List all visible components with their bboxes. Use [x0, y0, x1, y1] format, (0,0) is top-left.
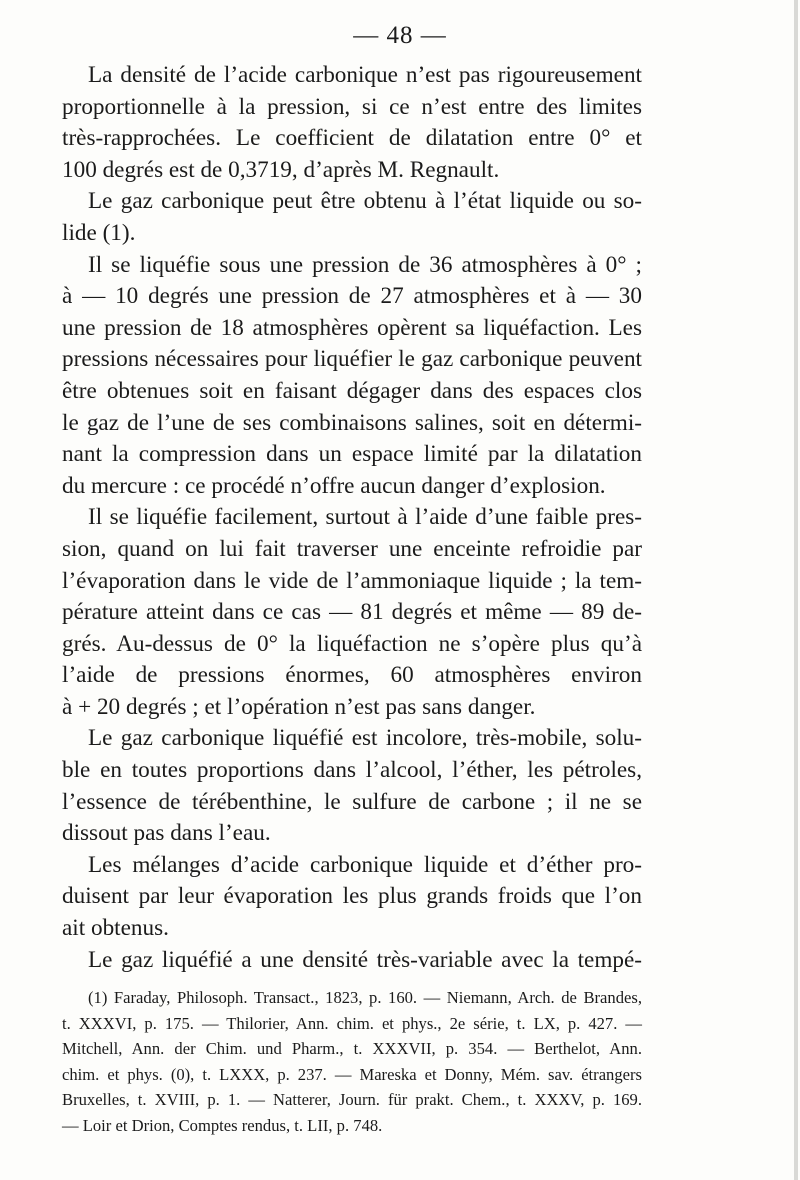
text-line: duisent par leur évaporation les plus grands froids que l’on	[62, 883, 642, 910]
text-line: nant la compression dans un espace limité par la dilatation	[62, 441, 642, 468]
text-line: l’essence de térébenthine, le sulfure de carbone ; il ne se	[62, 788, 642, 815]
text-line: le gaz de l’une de ses combinaisons salines, soit en détermi-	[62, 409, 642, 436]
body-text	[62, 60, 642, 976]
text-line: Les mélanges d’acide carbonique liquide et d’éther pro-	[88, 851, 642, 878]
text-line: du mercure : ce procédé n’offre aucun danger d’explosion.	[62, 472, 606, 499]
text-line: l’évaporation dans le vide de l’ammoniaque liquide ; la tem-	[62, 567, 642, 594]
text-line: dissout pas dans l’eau.	[62, 820, 271, 847]
text-line: ble en toutes proportions dans l’alcool, l’éther, les pétroles,	[62, 757, 642, 784]
footnote-line: t. XXXVI, p. 175. — Thilorier, Ann. chim. et phys., 2e série, t. LX, p. 427. —	[62, 1013, 642, 1033]
text-line: ait obtenus.	[62, 915, 169, 942]
text-line: à + 20 degrés ; et l’opération n’est pas sans danger.	[62, 693, 536, 720]
text-line: Il se liquéfie sous une pression de 36 atmosphères à 0° ;	[88, 251, 642, 278]
text-line: proportionnelle à la pression, si ce n’est entre des limites	[62, 93, 642, 120]
text-line: à — 10 degrés une pression de 27 atmosphères et à — 30	[62, 283, 642, 310]
footnote-line: — Loir et Drion, Comptes rendus, t. LII, p. 748.	[62, 1115, 383, 1135]
text-line: Le gaz liquéfié a une densité très-variable avec la tempé-	[88, 946, 642, 973]
footnotes	[62, 985, 642, 1139]
footnote-line: (1) Faraday, Philosoph. Transact., 1823, p. 160. — Niemann, Arch. de Brandes,	[88, 988, 642, 1007]
footnote-line: chim. et phys. (0), t. LXXX, p. 237. — Mareska et Donny, Mém. sav. étrangers	[62, 1064, 642, 1084]
text-line: l’aide de pressions énormes, 60 atmosphères environ	[62, 662, 642, 689]
text-line: lide (1).	[62, 219, 136, 246]
footnote-line: Mitchell, Ann. der Chim. und Pharm., t. XXXVII, p. 354. — Berthelot, Ann.	[62, 1039, 642, 1059]
text-line: La densité de l’acide carbonique n’est pas rigoureusement	[88, 62, 642, 88]
text-line: une pression de 18 atmosphères opèrent sa liquéfaction. Les	[62, 314, 642, 341]
text-line: 100 degrés est de 0,3719, d’après M. Regnault.	[62, 156, 500, 183]
page-number: — 48 —	[353, 22, 447, 49]
text-line: être obtenues soit en faisant dégager dans des espaces clos	[62, 377, 642, 404]
text-line: Le gaz carbonique peut être obtenu à l’état liquide ou so-	[88, 188, 642, 215]
text-line: très-rapprochées. Le coefficient de dilatation entre 0° et	[62, 125, 642, 152]
footnote-line: Bruxelles, t. XVIII, p. 1. — Natterer, Journ. für prakt. Chem., t. XXXV, p. 169.	[62, 1090, 642, 1110]
text-line: Le gaz carbonique liquéfié est incolore, très-mobile, solu-	[88, 725, 642, 752]
text-line: Il se liquéfie facilement, surtout à l’aide d’une faible pres-	[88, 504, 642, 531]
text-line: grés. Au-dessus de 0° la liquéfaction ne s’opère plus qu’à	[62, 630, 642, 657]
text-line: pérature atteint dans ce cas — 81 degrés et même — 89 de-	[62, 599, 642, 626]
text-line: sion, quand on lui fait traverser une enceinte refroidie par	[62, 535, 642, 562]
text-line: pressions nécessaires pour liquéfier le gaz carbonique peuvent	[62, 346, 642, 373]
